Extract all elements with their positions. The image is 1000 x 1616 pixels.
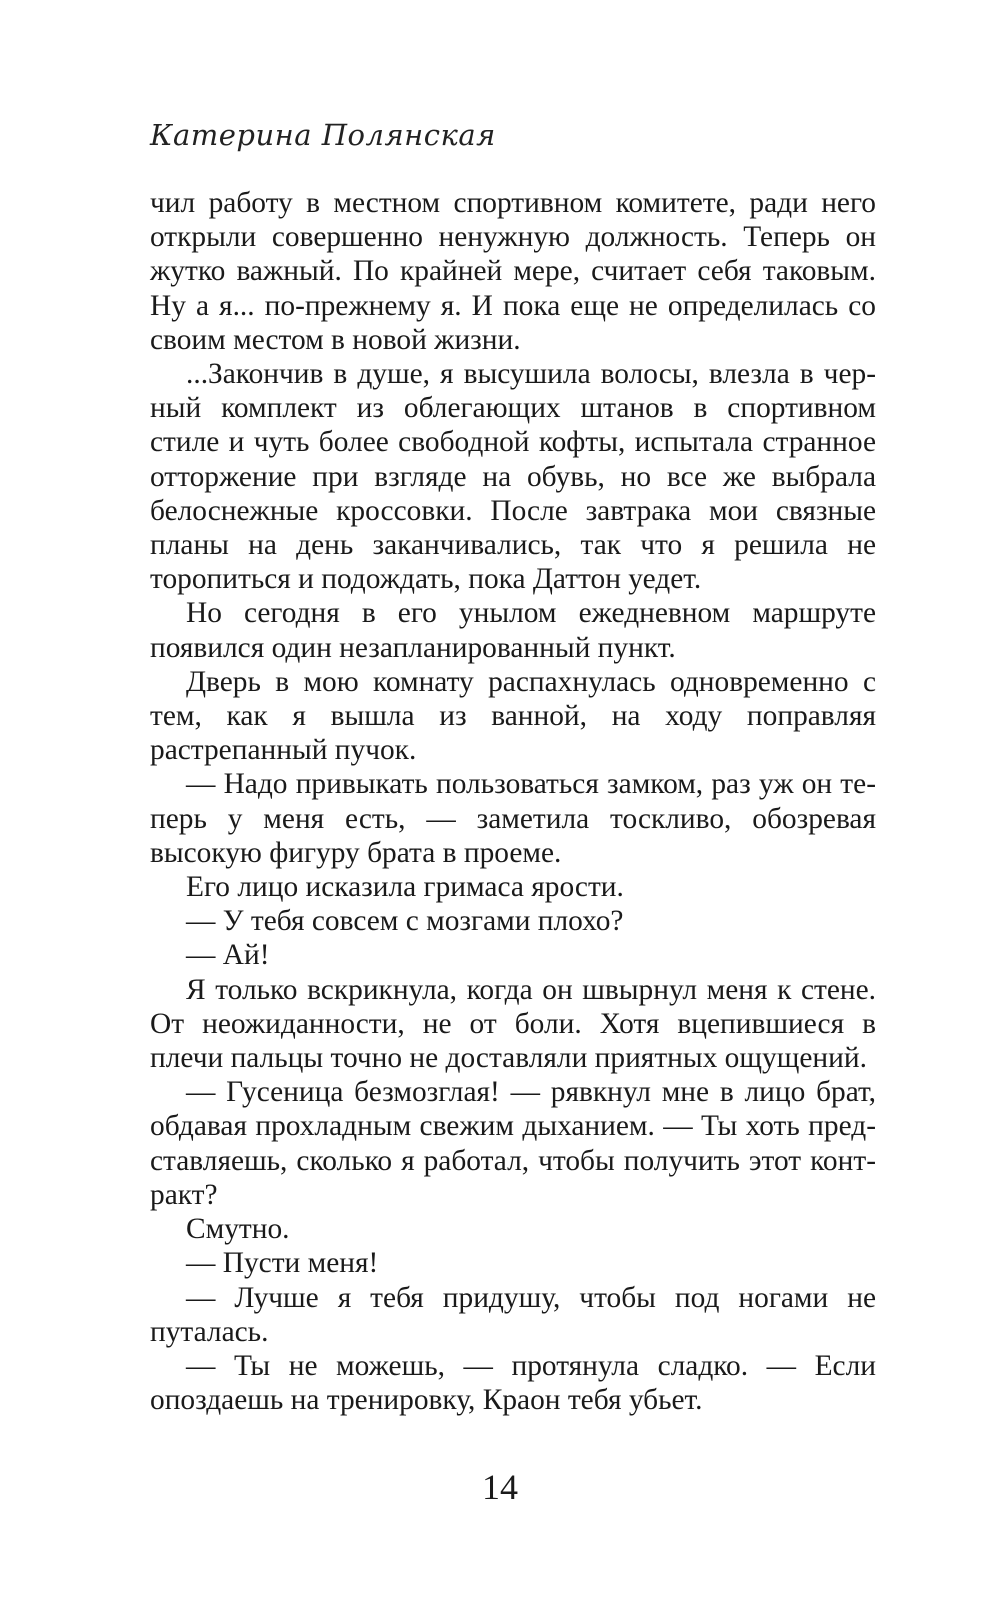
paragraph: — Надо привыкать пользоваться замком, раз уж он теперь у меня есть, — заметила тоскливо, обозревая высокую фигуру брата в проеме. [150, 768, 876, 869]
paragraph: — У тебя совсем с мозгами плохо? [186, 905, 624, 938]
paragraph: — Пусти меня! [186, 1247, 379, 1280]
paragraph: Его лицо исказила гримаса ярости. [186, 871, 624, 904]
running-head-author: Катерина Полянская [150, 118, 496, 152]
paragraph: Но сегодня в его унылом ежедневном маршруте появился один незапланированный пункт. [150, 597, 876, 664]
body-text [150, 186, 876, 1417]
paragraph: — Гусеница безмозглая! — рявкнул мне в лицо брат, обдавая прохладным свежим дыханием. — Ты хоть представляешь, сколько я работал, чтобы получить этот контракт? [150, 1076, 876, 1211]
paragraph: — Лучше я тебя придушу, чтобы под ногами не путалась. [150, 1281, 876, 1348]
paragraph: ...Закончив в душе, я высушила волосы, влезла в черный комплект из облегающих штанов в спортивном стиле и чуть более свободной кофты, испытала странное отторжение при взгляде на обувь, но все же выбрала белоснежные кроссовки. После завтрака мои связные планы на день заканчивались, так что я решила не торопиться и подождать, пока Даттон уедет. [150, 358, 876, 596]
paragraph: Смутно. [186, 1213, 290, 1246]
paragraph: чил работу в местном спортивном комитете, ради него открыли совершенно ненужную должность. Теперь он жутко важный. По крайней мере, считает себя таковым. Ну а я... по-прежнему я. И пока еще не определилась со своим местом в новой жизни. [150, 187, 876, 356]
paragraph: Я только вскрикнула, когда он швырнул меня к стене. От неожиданности, не от боли. Хотя вцепившиеся в плечи пальцы точно не доставляли приятных ощущений. [150, 973, 876, 1075]
page-number: 14 [482, 1467, 518, 1507]
paragraph: Дверь в мою комнату распахнулась одновременно с тем, как я вышла из ванной, на ходу поправляя растрепанный пучок. [150, 665, 876, 767]
paragraph: — Ай! [186, 939, 270, 972]
paragraph: — Ты не можешь, — протянула сладко. — Если опоздаешь на тренировку, Краон тебя убьет. [150, 1349, 876, 1417]
